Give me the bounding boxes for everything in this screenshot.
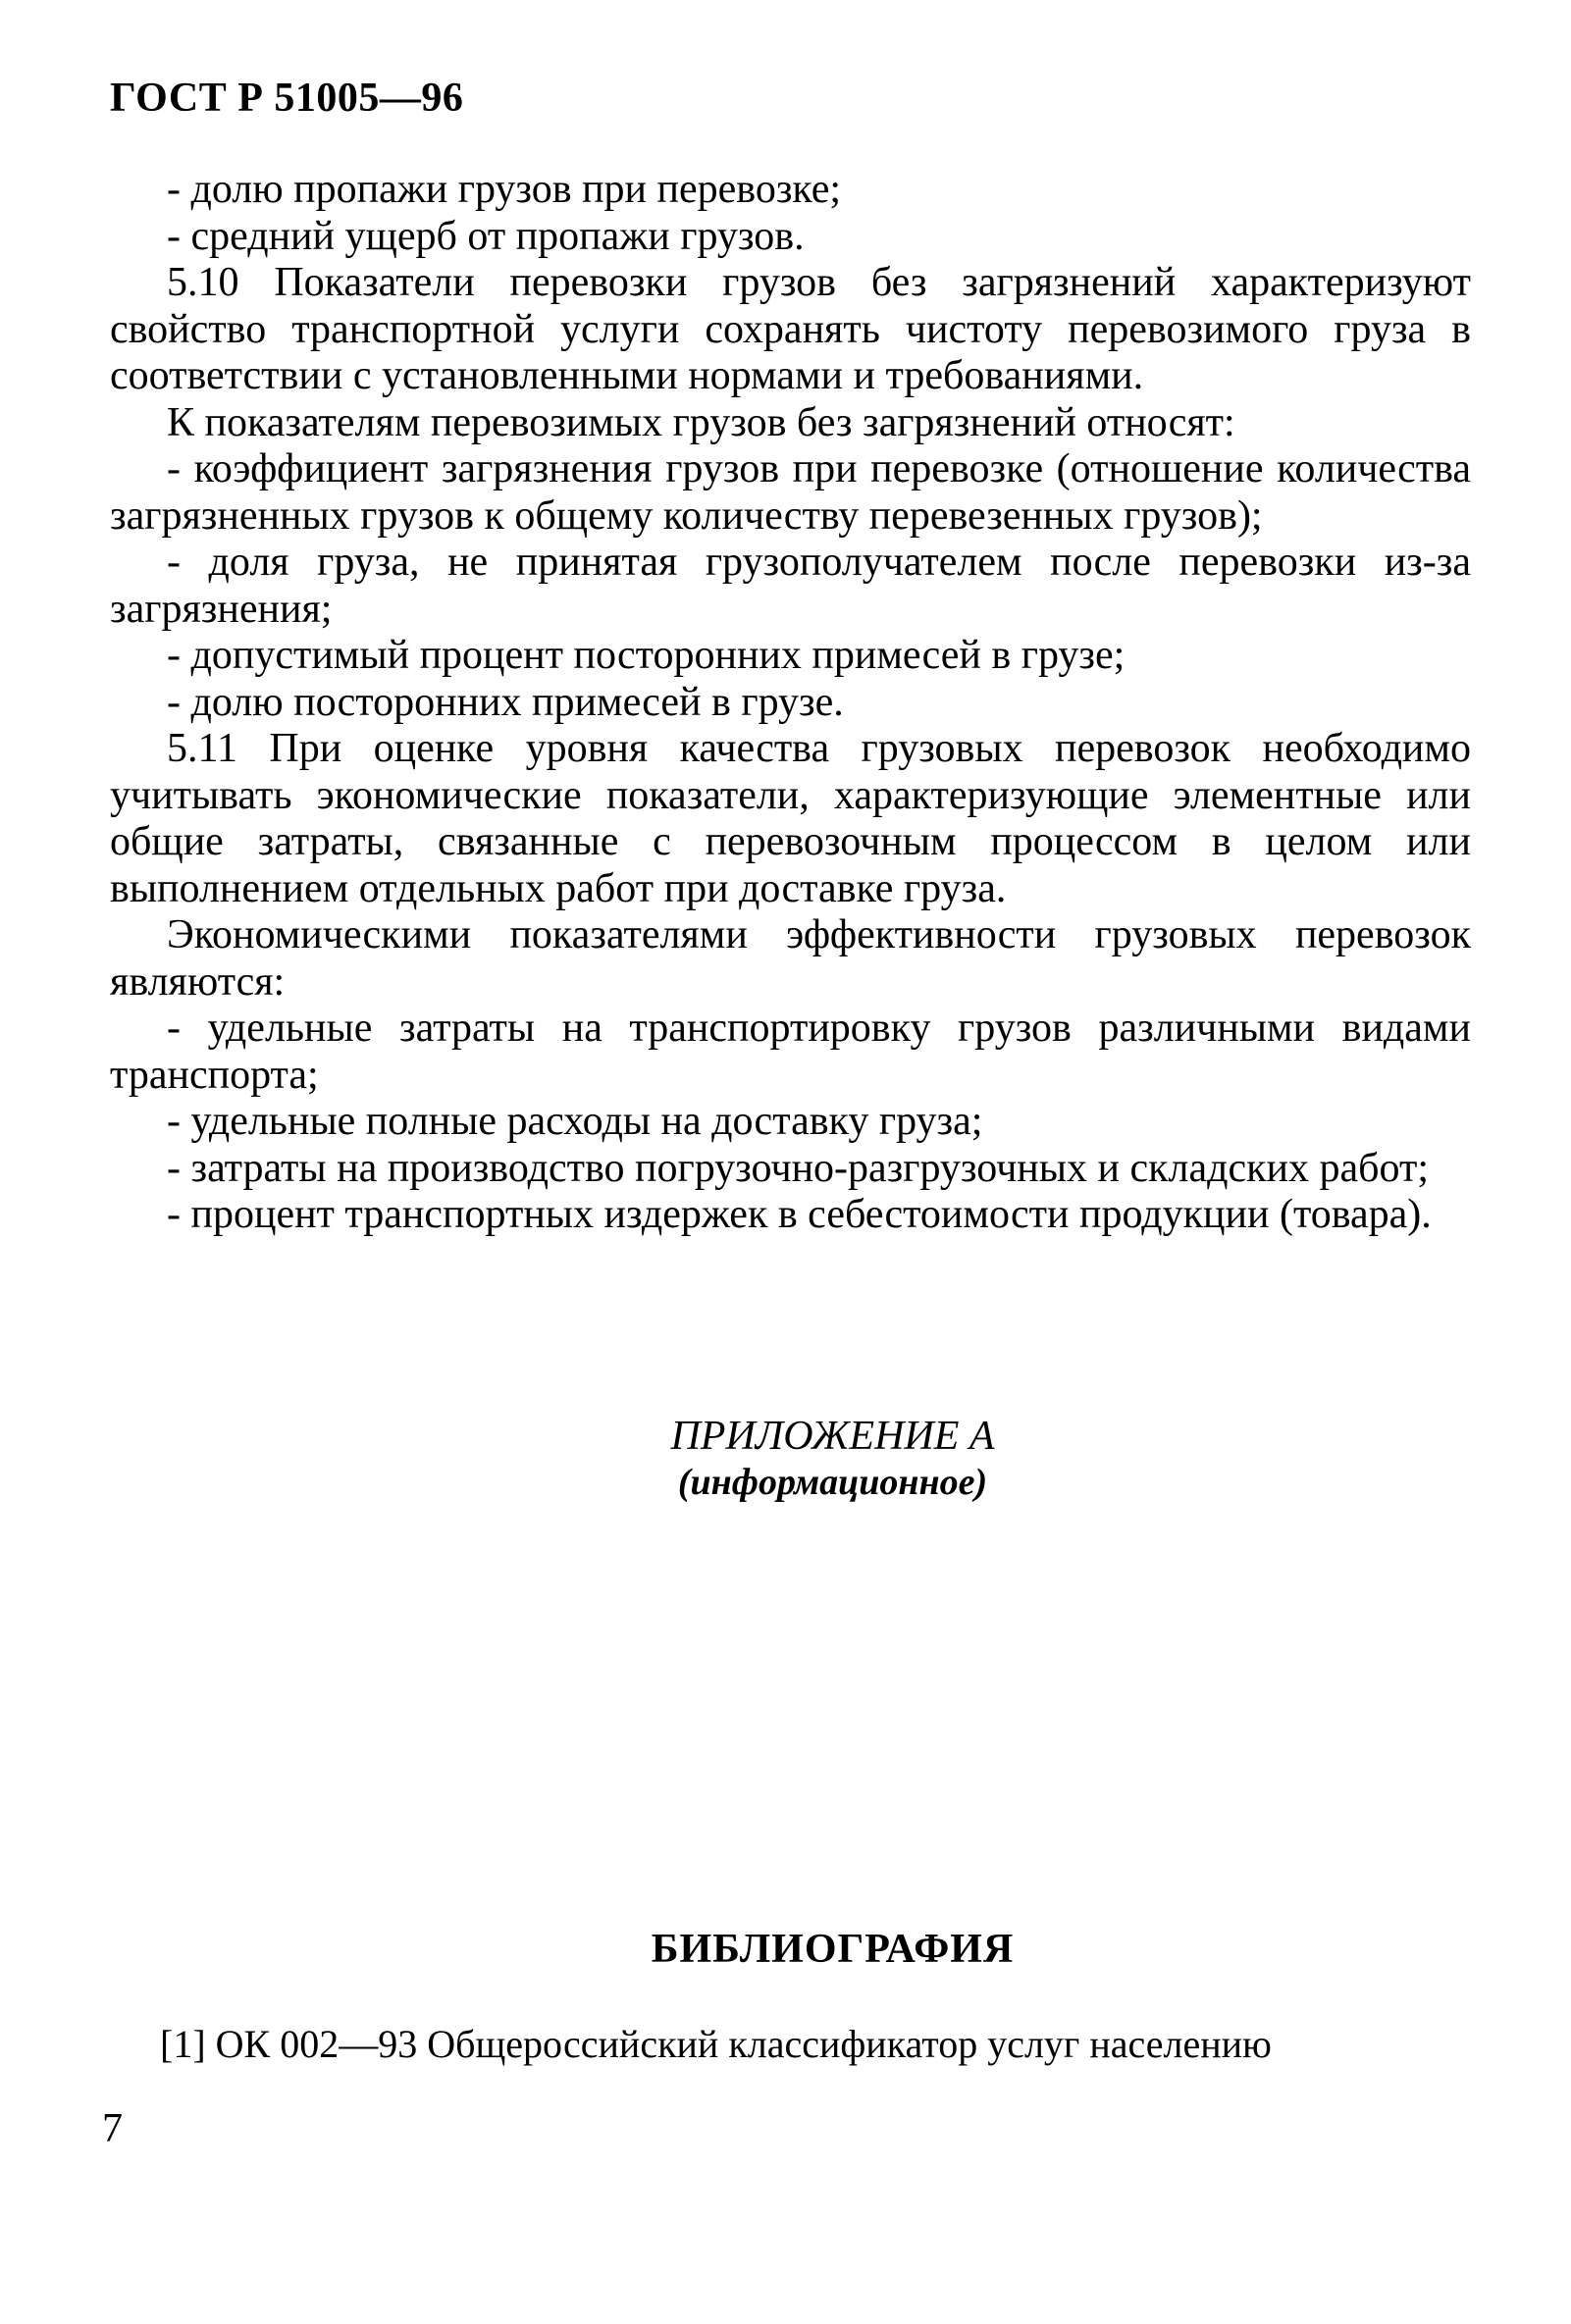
bibliography-heading: БИБЛИОГРАФИЯ [651,1927,1015,1972]
bibliography-entry: [1] ОК 002—93 Общероссийский классификатор услуг населению [160,2022,1272,2066]
paragraph: - коэффициент загрязнения грузов при перевозке (отношение количества загрязненных грузов к общему количеству перевезенных грузов); [110,446,1471,539]
paragraph: - средний ущерб от пропажи грузов. [167,213,805,259]
paragraph: - доля груза, не принятая грузополучателем после перевозки из-за загрязнения; [110,540,1471,632]
paragraph: - допустимый процент посторонних примесей в грузе; [167,633,1126,678]
paragraph: - удельные затраты на транспортировку грузов различными видами транспорта; [110,1006,1471,1098]
paragraph: - долю посторонних примесей в грузе. [167,679,844,725]
appendix-subtitle: (информационное) [677,1462,988,1503]
body-text [110,167,1471,1239]
page-header-standard-code: ГОСТ Р 51005—96 [110,76,464,121]
paragraph: К показателям перевозимых грузов без загрязнений относят: [167,399,1235,445]
paragraph: - затраты на производство погрузочно-разгрузочных и складских работ; [167,1145,1430,1191]
paragraph: - процент транспортных издержек в себестоимости продукции (товара). [167,1192,1432,1237]
paragraph: 5.10 Показатели перевозки грузов без загрязнений характеризуют свойство транспортной услуги сохранять чистоту перевозимого груза в соответствии с установленными нормами и требованиями. [110,260,1471,398]
paragraph: Экономическими показателями эффективности грузовых перевозок являются: [110,912,1471,1005]
appendix-title: ПРИЛОЖЕНИЕ А [670,1414,995,1459]
paragraph: 5.11 При оценке уровня качества грузовых перевозок необходимо учитывать экономические показатели, характеризующие элементные или общие затраты, связанные с перевозочным процессом в целом или выполнением отдельных работ при доставке груза. [110,726,1471,911]
paragraph: - удельные полные расходы на доставку груза; [167,1099,983,1144]
paragraph: - долю пропажи грузов при перевозке; [167,167,842,212]
page-number: 7 [102,2106,123,2151]
